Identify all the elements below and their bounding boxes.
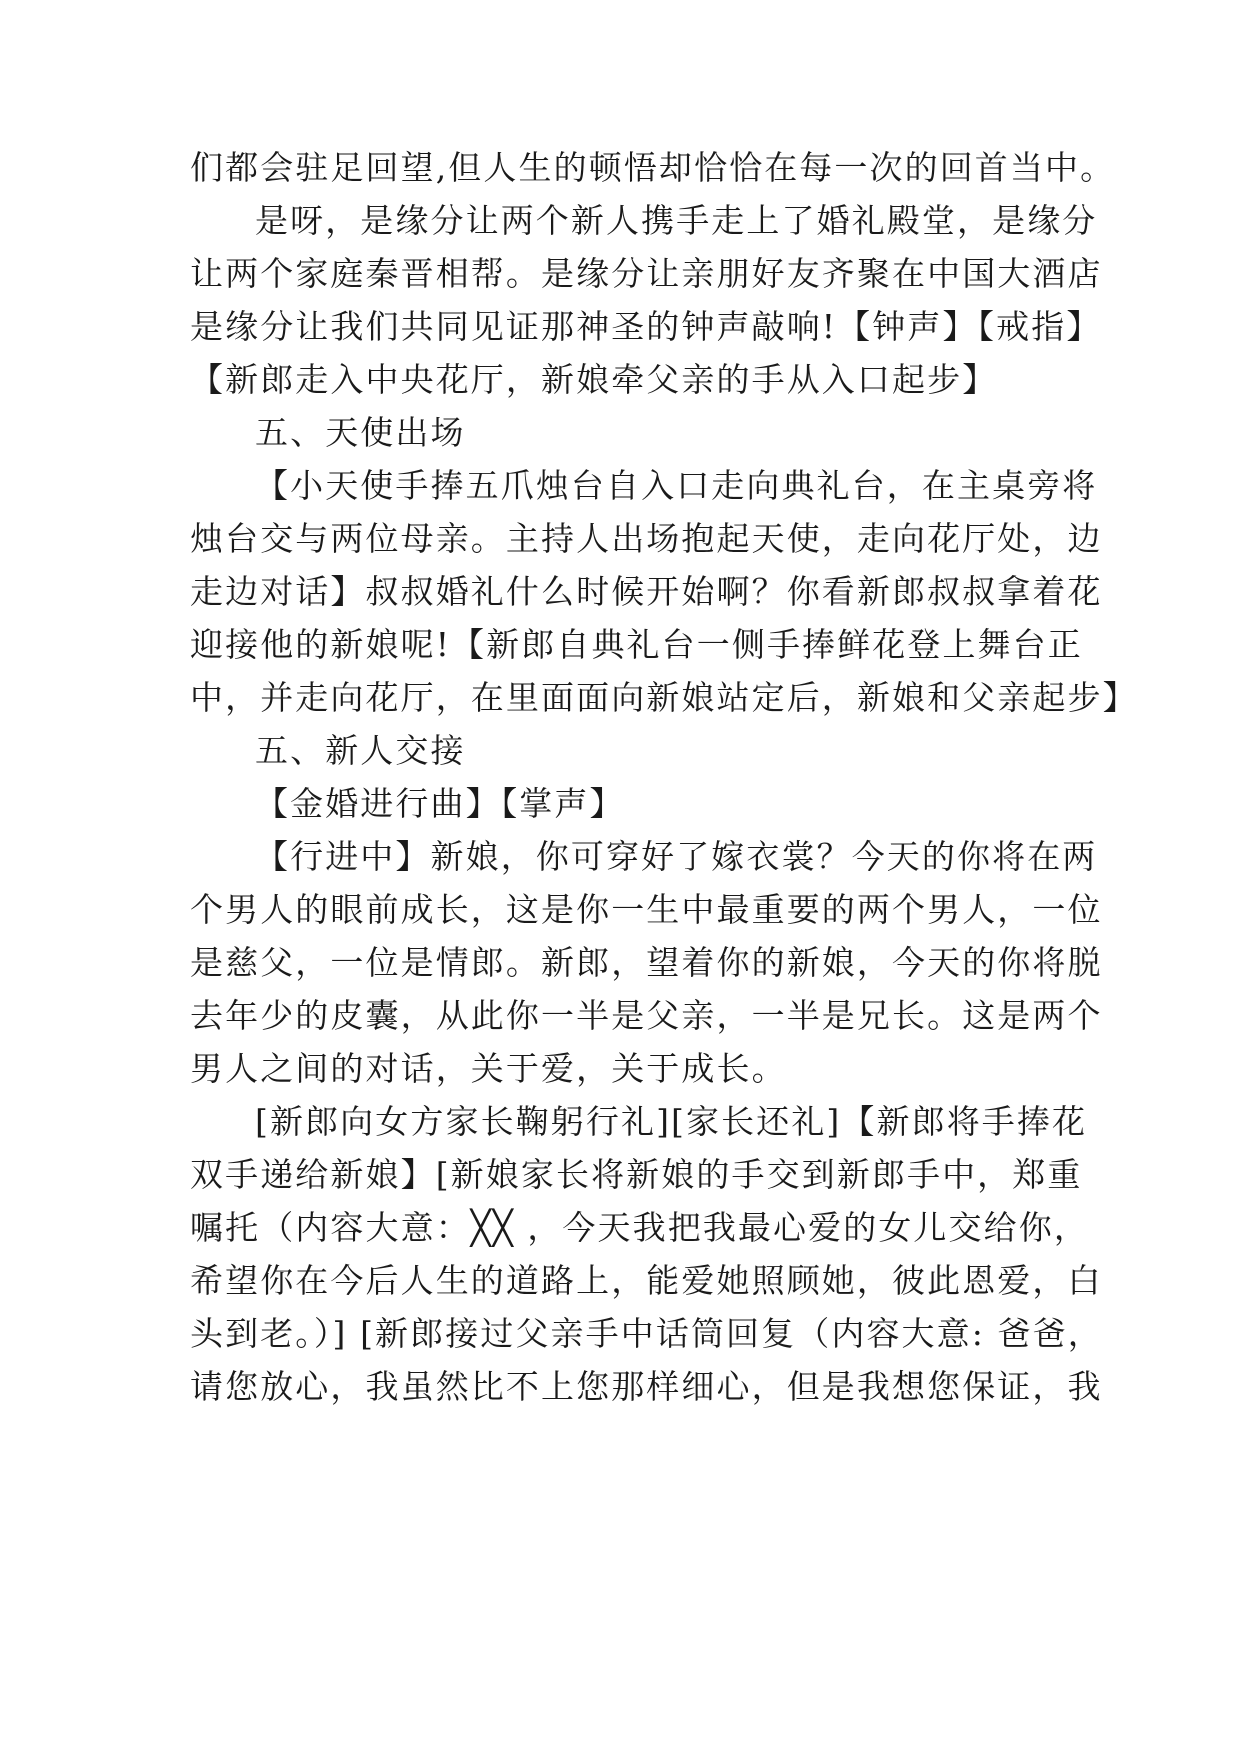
text-line-24: 请您放心，我虽然比不上您那样细心，但是我想您保证，我: [190, 1367, 1103, 1406]
section-heading-angel-entrance: 五、天使出场: [255, 413, 466, 452]
text-line-7: 【小天使手捧五爪烛台自入口走向典礼台，在主桌旁将: [255, 466, 1098, 505]
text-line-10: 迎接他的新娘呢!【新郎自典礼台一侧手捧鲜花登上舞台正: [190, 625, 1083, 664]
text-line-21: 嘱托（内容大意：╳╳ ，今天我把我最心爱的女儿交给你，: [190, 1208, 1089, 1247]
text-line-14: 【行进中】新娘，你可穿好了嫁衣裳？今天的你将在两: [255, 837, 1098, 876]
text-line-23: 头到老。）] [新郎接过父亲手中话筒回复（内容大意: 爸爸，: [190, 1314, 1103, 1353]
text-line-11: 中，并走向花厅，在里面面向新娘站定后，新娘和父亲起步】: [190, 678, 1138, 717]
text-line-17: 去年少的皮囊，从此你一半是父亲，一半是兄长。这是两个: [190, 996, 1103, 1035]
text-line-8: 烛台交与两位母亲。主持人出场抱起天使，走向花厅处，边: [190, 519, 1103, 558]
text-line-15: 个男人的眼前成长，这是你一生中最重要的两个男人，一位: [190, 890, 1103, 929]
text-line-3: 让两个家庭秦晋相帮。是缘分让亲朋好友齐聚在中国大酒店: [190, 254, 1103, 293]
text-line-18: 男人之间的对话，关于爱，关于成长。: [190, 1049, 787, 1088]
text-line-1: 们都会驻足回望,但人生的顿悟却恰恰在每一次的回首当中。: [190, 148, 1116, 187]
text-line-2: 是呀，是缘分让两个新人携手走上了婚礼殿堂，是缘分: [255, 201, 1098, 240]
text-line-9: 走边对话】叔叔婚礼什么时候开始啊？你看新郎叔叔拿着花: [190, 572, 1103, 611]
text-line-19: [新郎向女方家长鞠躬行礼][家长还礼]【新郎将手捧花: [255, 1102, 1088, 1141]
section-heading-handover: 五、新人交接: [255, 731, 466, 770]
text-line-4: 是缘分让我们共同见证那神圣的钟声敲响!【钟声】【戒指】: [190, 307, 1102, 346]
text-line-22: 希望你在今后人生的道路上，能爱她照顾她，彼此恩爱，白: [190, 1261, 1103, 1300]
text-line-16: 是慈父，一位是情郎。新郎，望着你的新娘，今天的你将脱: [190, 943, 1103, 982]
text-line-5: 【新郎走入中央花厅，新娘牵父亲的手从入口起步】: [190, 360, 998, 399]
text-line-20: 双手递给新娘】[新娘家长将新娘的手交到新郎手中，郑重: [190, 1155, 1083, 1194]
text-line-13: 【金婚进行曲】【掌声】: [255, 784, 625, 823]
